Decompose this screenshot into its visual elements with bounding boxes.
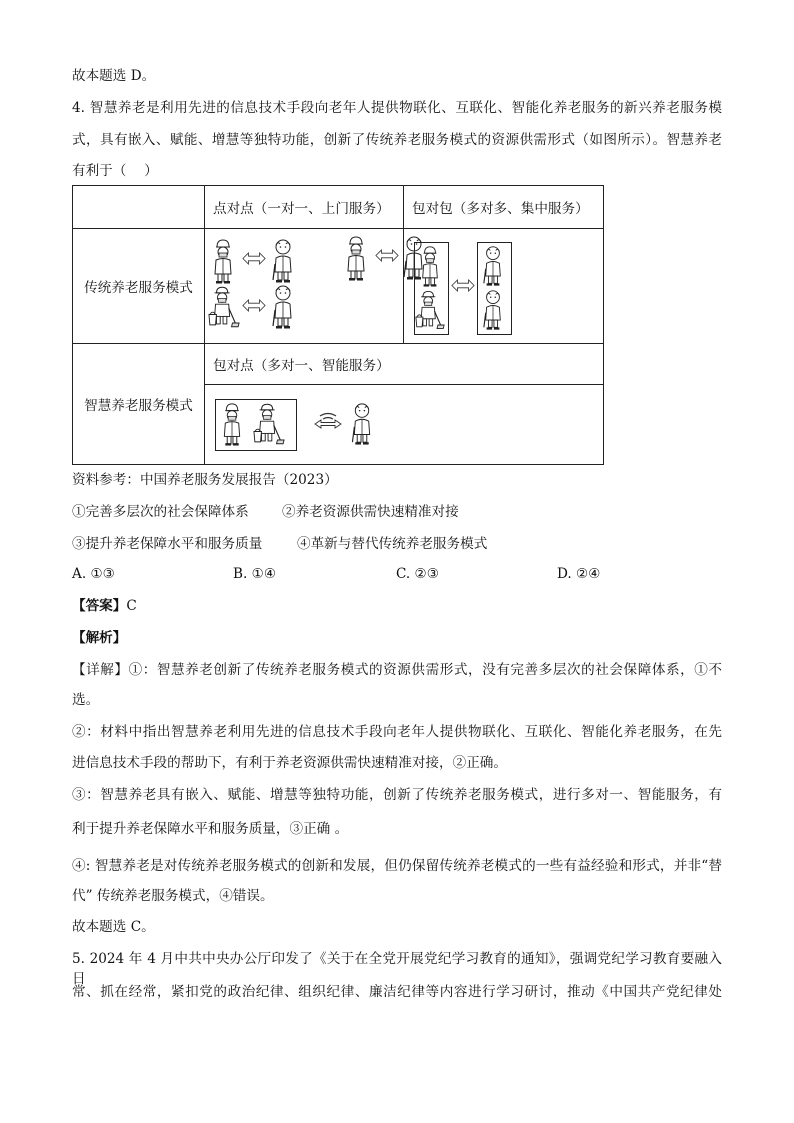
table-corner-cell xyxy=(73,186,205,229)
header-point-to-point: 点对点（一对一、上门服务） xyxy=(205,186,404,229)
question-4-stem-line-3: 有利于（ ） xyxy=(72,163,158,179)
elderly-person-icon xyxy=(272,284,294,330)
detail-4-line-1: ④: 智慧养老是对传统养老服务模式的创新和发展，但仍保留传统养老模式的一些有益经验和形式，并非“替 xyxy=(72,858,722,874)
answer-value: C xyxy=(126,598,137,614)
double-arrow-icon xyxy=(242,252,266,265)
header-package-to-package: 包对包（多对多、集中服务） xyxy=(404,186,604,229)
option-d: D. ②④ xyxy=(557,566,601,582)
elderly-person-icon xyxy=(351,402,373,446)
row-label-smart: 智慧养老服务模式 xyxy=(73,344,205,465)
double-arrow-icon xyxy=(451,279,475,292)
double-arrow-icon xyxy=(375,249,399,262)
question-4-conclusion: 故本题选 C。 xyxy=(72,919,155,935)
option-c: C. ②③ xyxy=(396,566,439,582)
cleaning-worker-icon xyxy=(253,402,285,446)
elderly-person-icon xyxy=(482,289,504,331)
caregiver-figure-icon xyxy=(419,245,441,287)
answer-line xyxy=(72,596,137,616)
detail-1-line-2: 选。 xyxy=(72,692,100,708)
option-a: A. ①③ xyxy=(72,566,115,582)
detail-3-line-1: ③：智慧养老具有嵌入、赋能、增慧等独特功能，创新了传统养老服务模式，进行多对一、智能服务，有 xyxy=(72,787,722,803)
statement-1: ①完善多层次的社会保障体系 xyxy=(72,504,249,520)
traditional-package-to-package-illustration xyxy=(404,229,604,344)
detail-4-line-2: 代” 传统养老服务模式，④错误。 xyxy=(72,888,274,904)
answer-tag: 【答案】 xyxy=(72,598,127,614)
detail-tag: 【详解】 xyxy=(72,662,129,678)
statement-3: ③提升养老保障水平和服务质量 xyxy=(72,536,263,552)
caregiver-figure-icon xyxy=(212,238,234,284)
caregiver-figure-icon xyxy=(221,402,243,446)
previous-answer-conclusion: 故本题选 D。 xyxy=(72,68,156,84)
detail-2-line-2: 进信息技术手段的帮助下，有利于养老资源供需快速精准对接，②正确。 xyxy=(72,755,507,771)
data-source-note: 资料参考：中国养老服务发展报告（2023） xyxy=(72,472,338,488)
question-5-line-2: 常、抓在经常，紧扣党的政治纪律、组织纪律、廉洁纪律等内容进行学习研讨，推动《中国共产党纪律处 xyxy=(72,984,722,1000)
caregiver-figure-icon xyxy=(345,235,367,281)
statement-2: ②养老资源供需快速精准对接 xyxy=(282,504,459,520)
detail-2-line-1: ②：材料中指出智慧养老利用先进的信息技术手段向老年人提供物联化、互联化、智能化养老服务，在先 xyxy=(72,724,722,740)
double-arrow-icon xyxy=(242,299,266,312)
cleaning-worker-icon xyxy=(208,284,240,330)
statement-4: ④革新与替代传统养老服务模式 xyxy=(297,536,488,552)
elderly-care-model-table xyxy=(72,185,604,465)
detail-3-line-2: 利于提升养老保障水平和服务质量，③正确 。 xyxy=(72,821,349,837)
question-5-line-1: 5. 2024 年 4 月中共中央办公厅印发了《关于在全党开展党纪学习教育的通知》，强调党纪学习教育要融入日 xyxy=(72,951,722,987)
header-package-to-point: 包对点（多对一、智能服务） xyxy=(205,344,604,385)
detail-1-line-1 xyxy=(72,660,722,680)
question-4-stem-line-2: 式，具有嵌入、赋能、增慧等独特功能，创新了传统养老服务模式的资源供需形式（如图所示）。智慧养老 xyxy=(72,132,722,148)
question-4-stem-line-1: 4. 智慧养老是利用先进的信息技术手段向老年人提供物联化、互联化、智能化养老服务的新兴养老服务模 xyxy=(72,100,722,116)
elderly-person-icon xyxy=(482,245,504,287)
detail-1-text: ①：智慧养老创新了传统养老服务模式的资源供需形式，没有完善多层次的社会保障体系，①不 xyxy=(128,662,723,678)
analysis-tag: 【解析】 xyxy=(72,630,127,646)
option-b: B. ①④ xyxy=(233,566,277,582)
wireless-signal-icon xyxy=(313,411,343,437)
smart-package-to-point-illustration xyxy=(205,385,604,465)
row-label-traditional: 传统养老服务模式 xyxy=(73,229,205,344)
cleaning-worker-icon xyxy=(415,289,445,331)
elderly-person-icon xyxy=(272,238,294,284)
